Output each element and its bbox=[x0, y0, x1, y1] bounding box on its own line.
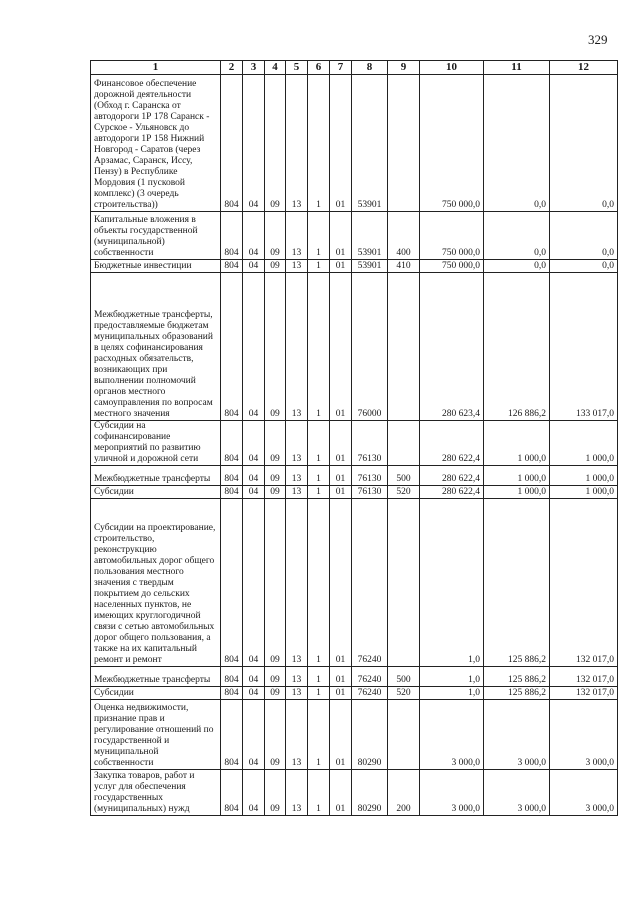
cell-col-5: 13 bbox=[286, 212, 308, 260]
cell-col-11: 1 000,0 bbox=[484, 486, 550, 499]
cell-col-6: 1 bbox=[308, 212, 330, 260]
cell-col-3: 04 bbox=[243, 770, 265, 816]
cell-col-3: 04 bbox=[243, 466, 265, 486]
column-header-8: 8 bbox=[352, 61, 388, 75]
cell-col-8: 80290 bbox=[352, 770, 388, 816]
column-header-5: 5 bbox=[286, 61, 308, 75]
cell-col-12: 0,0 bbox=[550, 260, 618, 273]
cell-col-3: 04 bbox=[243, 700, 265, 770]
cell-col-11: 1 000,0 bbox=[484, 421, 550, 466]
cell-col-9: 520 bbox=[388, 687, 420, 700]
cell-col-11: 3 000,0 bbox=[484, 770, 550, 816]
table-row bbox=[91, 421, 618, 466]
table-row bbox=[91, 273, 618, 421]
cell-col-4: 09 bbox=[265, 273, 286, 421]
cell-col-7: 01 bbox=[330, 466, 352, 486]
cell-col-2: 804 bbox=[221, 466, 243, 486]
cell-col-7: 01 bbox=[330, 700, 352, 770]
cell-col-7: 01 bbox=[330, 667, 352, 687]
cell-col-4: 09 bbox=[265, 667, 286, 687]
cell-col-8: 53901 bbox=[352, 260, 388, 273]
cell-col-3: 04 bbox=[243, 687, 265, 700]
cell-col-4: 09 bbox=[265, 499, 286, 667]
column-header-1: 1 bbox=[91, 61, 221, 75]
cell-col-4: 09 bbox=[265, 687, 286, 700]
row-name: Субсидии на софинансирование мероприятий по развитию уличной и дорожной сети bbox=[91, 421, 221, 466]
row-name: Оценка недвижимости, признание прав и регулирование отношений по государственной и муниципальной собственности bbox=[91, 700, 221, 770]
cell-col-5: 13 bbox=[286, 700, 308, 770]
cell-col-11: 125 886,2 bbox=[484, 667, 550, 687]
row-name: Межбюджетные трансферты bbox=[91, 667, 221, 687]
column-header-2: 2 bbox=[221, 61, 243, 75]
cell-col-6: 1 bbox=[308, 687, 330, 700]
cell-col-8: 53901 bbox=[352, 212, 388, 260]
table-row bbox=[91, 700, 618, 770]
cell-col-2: 804 bbox=[221, 667, 243, 687]
cell-col-10: 3 000,0 bbox=[420, 700, 484, 770]
cell-col-2: 804 bbox=[221, 687, 243, 700]
cell-col-9 bbox=[388, 421, 420, 466]
cell-col-11: 0,0 bbox=[484, 75, 550, 212]
cell-col-10: 3 000,0 bbox=[420, 770, 484, 816]
cell-col-11: 125 886,2 bbox=[484, 499, 550, 667]
cell-col-12: 132 017,0 bbox=[550, 499, 618, 667]
row-name: Закупка товаров, работ и услуг для обеспечения государственных (муниципальных) нужд bbox=[91, 770, 221, 816]
page-number: 329 bbox=[588, 32, 608, 47]
cell-col-8: 76240 bbox=[352, 499, 388, 667]
table-row bbox=[91, 75, 618, 212]
cell-col-12: 1 000,0 bbox=[550, 421, 618, 466]
cell-col-7: 01 bbox=[330, 212, 352, 260]
cell-col-12: 133 017,0 bbox=[550, 273, 618, 421]
cell-col-5: 13 bbox=[286, 421, 308, 466]
cell-col-11: 3 000,0 bbox=[484, 700, 550, 770]
column-header-3: 3 bbox=[243, 61, 265, 75]
cell-col-2: 804 bbox=[221, 273, 243, 421]
cell-col-6: 1 bbox=[308, 486, 330, 499]
cell-col-11: 126 886,2 bbox=[484, 273, 550, 421]
table-row bbox=[91, 466, 618, 486]
cell-col-4: 09 bbox=[265, 212, 286, 260]
cell-col-6: 1 bbox=[308, 273, 330, 421]
cell-col-4: 09 bbox=[265, 700, 286, 770]
cell-col-7: 01 bbox=[330, 499, 352, 667]
column-header-10: 10 bbox=[420, 61, 484, 75]
cell-col-2: 804 bbox=[221, 421, 243, 466]
cell-col-6: 1 bbox=[308, 75, 330, 212]
cell-col-8: 76240 bbox=[352, 667, 388, 687]
cell-col-2: 804 bbox=[221, 260, 243, 273]
cell-col-4: 09 bbox=[265, 466, 286, 486]
cell-col-11: 125 886,2 bbox=[484, 687, 550, 700]
column-header-11: 11 bbox=[484, 61, 550, 75]
cell-col-3: 04 bbox=[243, 667, 265, 687]
cell-col-3: 04 bbox=[243, 499, 265, 667]
table-row bbox=[91, 486, 618, 499]
cell-col-12: 132 017,0 bbox=[550, 687, 618, 700]
row-name: Межбюджетные трансферты, предоставляемые бюджетам муниципальных образований в целях софинансирования расходных обязательств, возникающих при выполнении полномочий органов местного самоуправления по вопросам местного значения bbox=[91, 273, 221, 421]
cell-col-3: 04 bbox=[243, 273, 265, 421]
column-header-4: 4 bbox=[265, 61, 286, 75]
cell-col-8: 76130 bbox=[352, 466, 388, 486]
cell-col-10: 750 000,0 bbox=[420, 212, 484, 260]
row-name: Межбюджетные трансферты bbox=[91, 466, 221, 486]
cell-col-9: 200 bbox=[388, 770, 420, 816]
cell-col-12: 3 000,0 bbox=[550, 770, 618, 816]
row-name: Субсидии на проектирование, строительство, реконструкцию автомобильных дорог общего пользования местного значения с твердым покрытием до сельских населенных пунктов, не имеющих круглогодичной связи с сетью автомобильных дорог общего пользования, а также на их капитальный ремонт и ремонт bbox=[91, 499, 221, 667]
row-name: Субсидии bbox=[91, 687, 221, 700]
cell-col-2: 804 bbox=[221, 770, 243, 816]
cell-col-8: 76240 bbox=[352, 687, 388, 700]
table-row bbox=[91, 212, 618, 260]
cell-col-6: 1 bbox=[308, 667, 330, 687]
cell-col-6: 1 bbox=[308, 700, 330, 770]
cell-col-3: 04 bbox=[243, 486, 265, 499]
row-name: Субсидии bbox=[91, 486, 221, 499]
cell-col-11: 1 000,0 bbox=[484, 466, 550, 486]
cell-col-5: 13 bbox=[286, 499, 308, 667]
cell-col-9: 400 bbox=[388, 212, 420, 260]
table-row bbox=[91, 687, 618, 700]
cell-col-12: 132 017,0 bbox=[550, 667, 618, 687]
cell-col-7: 01 bbox=[330, 260, 352, 273]
cell-col-2: 804 bbox=[221, 499, 243, 667]
cell-col-9: 500 bbox=[388, 667, 420, 687]
row-name: Бюджетные инвестиции bbox=[91, 260, 221, 273]
cell-col-8: 76000 bbox=[352, 273, 388, 421]
cell-col-10: 280 622,4 bbox=[420, 466, 484, 486]
cell-col-10: 280 622,4 bbox=[420, 486, 484, 499]
cell-col-5: 13 bbox=[286, 466, 308, 486]
budget-table bbox=[90, 60, 618, 816]
table-row bbox=[91, 770, 618, 816]
cell-col-9 bbox=[388, 75, 420, 212]
cell-col-7: 01 bbox=[330, 486, 352, 499]
cell-col-7: 01 bbox=[330, 421, 352, 466]
cell-col-2: 804 bbox=[221, 212, 243, 260]
cell-col-4: 09 bbox=[265, 486, 286, 499]
cell-col-12: 0,0 bbox=[550, 212, 618, 260]
cell-col-7: 01 bbox=[330, 687, 352, 700]
row-name: Капитальные вложения в объекты государственной (муниципальной) собственности bbox=[91, 212, 221, 260]
cell-col-6: 1 bbox=[308, 770, 330, 816]
cell-col-12: 1 000,0 bbox=[550, 486, 618, 499]
cell-col-6: 1 bbox=[308, 499, 330, 667]
cell-col-8: 76130 bbox=[352, 421, 388, 466]
cell-col-6: 1 bbox=[308, 466, 330, 486]
table-row bbox=[91, 499, 618, 667]
cell-col-8: 80290 bbox=[352, 700, 388, 770]
cell-col-9: 500 bbox=[388, 466, 420, 486]
cell-col-6: 1 bbox=[308, 421, 330, 466]
column-header-9: 9 bbox=[388, 61, 420, 75]
cell-col-10: 280 623,4 bbox=[420, 273, 484, 421]
cell-col-3: 04 bbox=[243, 421, 265, 466]
cell-col-2: 804 bbox=[221, 700, 243, 770]
cell-col-7: 01 bbox=[330, 273, 352, 421]
cell-col-2: 804 bbox=[221, 486, 243, 499]
cell-col-10: 750 000,0 bbox=[420, 260, 484, 273]
cell-col-6: 1 bbox=[308, 260, 330, 273]
cell-col-4: 09 bbox=[265, 260, 286, 273]
cell-col-3: 04 bbox=[243, 212, 265, 260]
table-body bbox=[91, 75, 618, 816]
cell-col-8: 76130 bbox=[352, 486, 388, 499]
table-row bbox=[91, 260, 618, 273]
cell-col-10: 1,0 bbox=[420, 667, 484, 687]
cell-col-5: 13 bbox=[286, 770, 308, 816]
cell-col-8: 53901 bbox=[352, 75, 388, 212]
cell-col-5: 13 bbox=[286, 260, 308, 273]
column-header-12: 12 bbox=[550, 61, 618, 75]
cell-col-5: 13 bbox=[286, 667, 308, 687]
row-name: Финансовое обеспечение дорожной деятельности (Обход г. Саранска от автодороги 1Р 178 Саранск - Сурское - Ульяновск до автодороги 1Р 158 Нижний Новгород - Саратов (через Арзамас, Саранск, Иссу, Пензу) в Республике Мордовия (1 пусковой комплекс) (3 очередь строительства)) bbox=[91, 75, 221, 212]
cell-col-11: 0,0 bbox=[484, 260, 550, 273]
cell-col-4: 09 bbox=[265, 421, 286, 466]
cell-col-11: 0,0 bbox=[484, 212, 550, 260]
cell-col-4: 09 bbox=[265, 75, 286, 212]
cell-col-9: 520 bbox=[388, 486, 420, 499]
cell-col-10: 280 622,4 bbox=[420, 421, 484, 466]
cell-col-12: 3 000,0 bbox=[550, 700, 618, 770]
cell-col-5: 13 bbox=[286, 273, 308, 421]
cell-col-5: 13 bbox=[286, 75, 308, 212]
cell-col-10: 1,0 bbox=[420, 499, 484, 667]
cell-col-12: 1 000,0 bbox=[550, 466, 618, 486]
cell-col-9 bbox=[388, 499, 420, 667]
cell-col-4: 09 bbox=[265, 770, 286, 816]
cell-col-5: 13 bbox=[286, 687, 308, 700]
table-row bbox=[91, 667, 618, 687]
cell-col-3: 04 bbox=[243, 260, 265, 273]
cell-col-9: 410 bbox=[388, 260, 420, 273]
cell-col-7: 01 bbox=[330, 770, 352, 816]
cell-col-3: 04 bbox=[243, 75, 265, 212]
column-header-6: 6 bbox=[308, 61, 330, 75]
header-row bbox=[91, 61, 618, 75]
cell-col-2: 804 bbox=[221, 75, 243, 212]
cell-col-5: 13 bbox=[286, 486, 308, 499]
cell-col-10: 1,0 bbox=[420, 687, 484, 700]
cell-col-10: 750 000,0 bbox=[420, 75, 484, 212]
cell-col-9 bbox=[388, 273, 420, 421]
cell-col-7: 01 bbox=[330, 75, 352, 212]
cell-col-12: 0,0 bbox=[550, 75, 618, 212]
cell-col-9 bbox=[388, 700, 420, 770]
column-header-7: 7 bbox=[330, 61, 352, 75]
